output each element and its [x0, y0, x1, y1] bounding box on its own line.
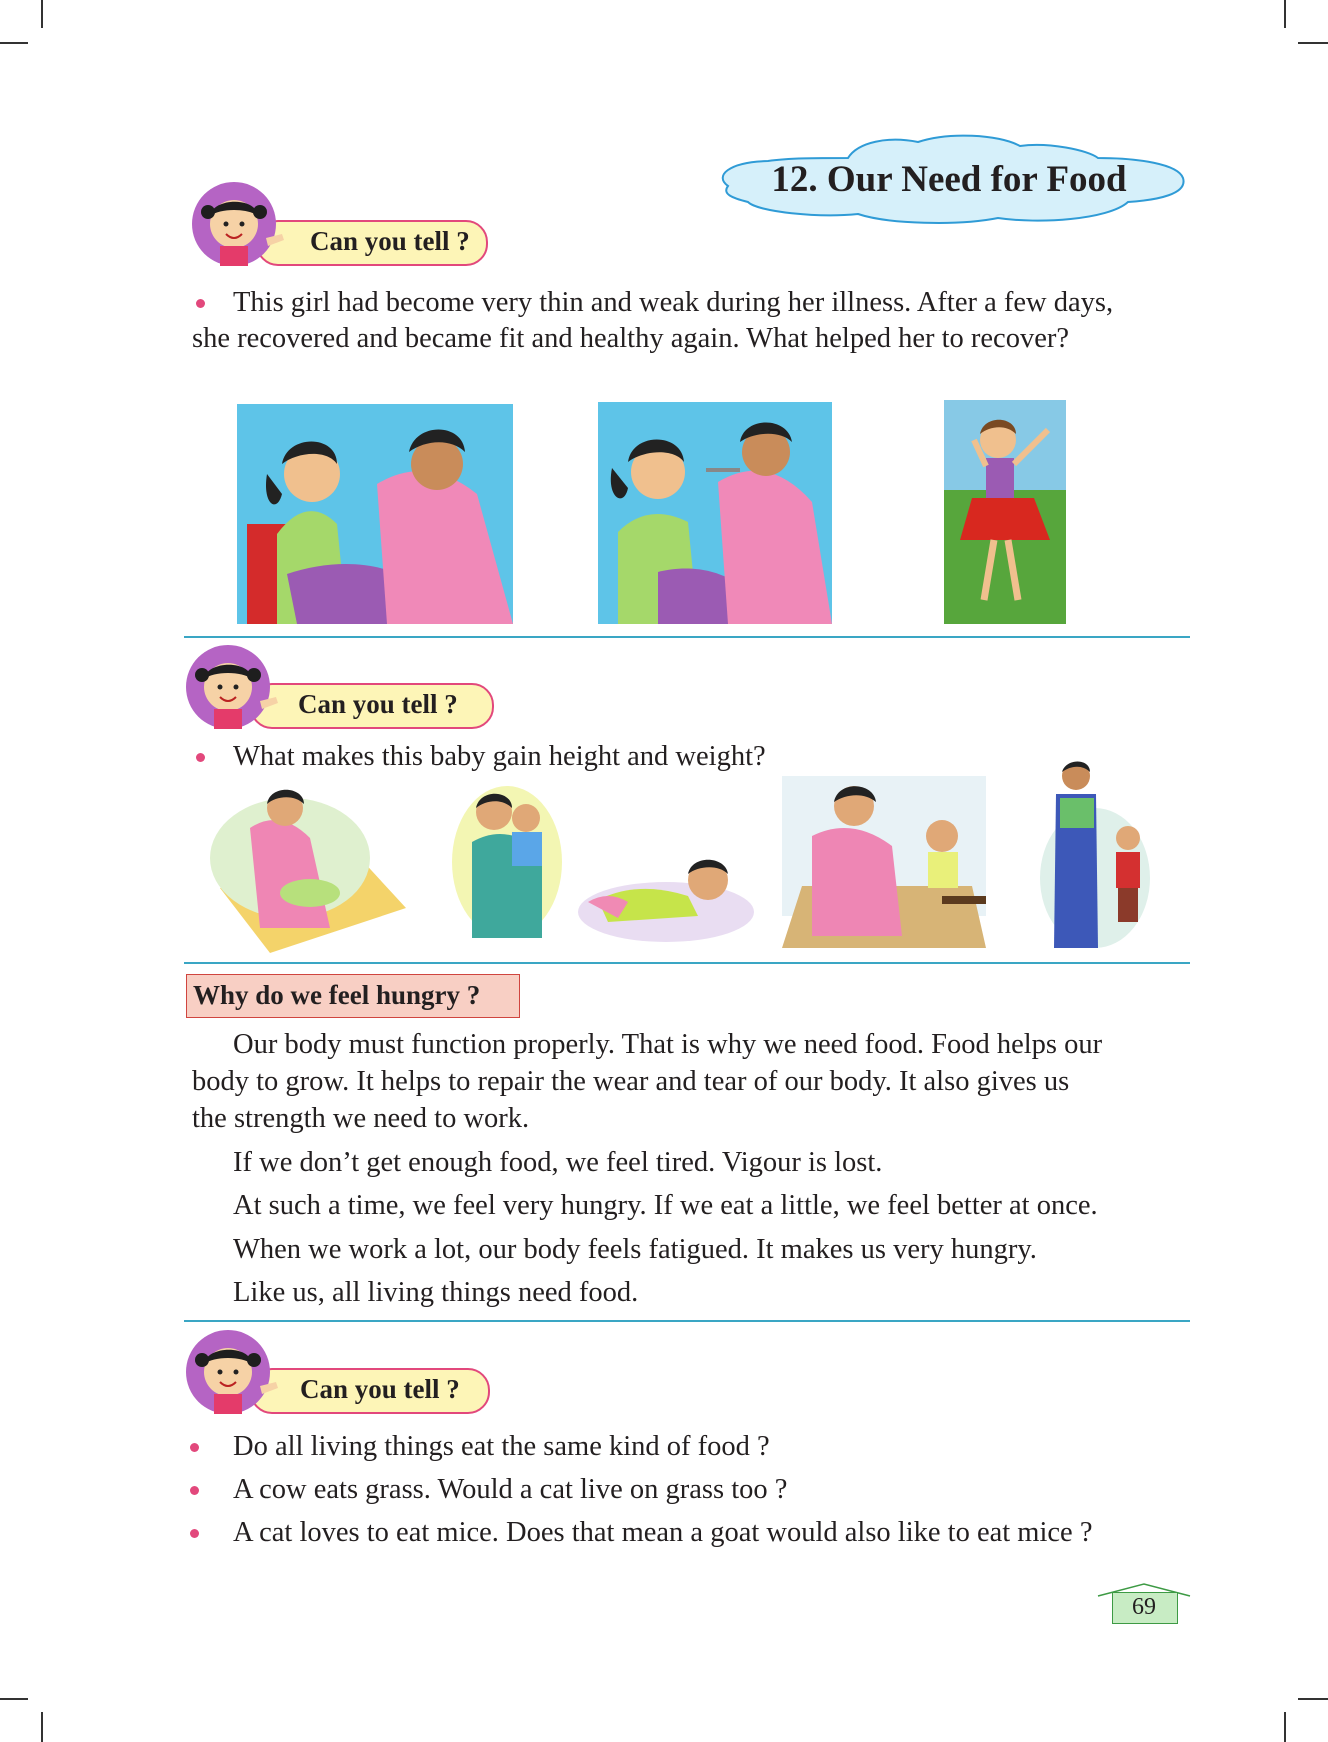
- bullet-icon: [196, 753, 205, 762]
- paragraph-line: Like us, all living things need food.: [233, 1277, 639, 1308]
- section1-question-line1: This girl had become very thin and weak during her illness. After a few days,: [233, 287, 1114, 318]
- crawling-baby-illustration: [578, 840, 754, 946]
- section-divider: [184, 1320, 1190, 1322]
- can-you-tell-badge-3: [180, 1330, 500, 1422]
- question-item: A cow eats grass. Would a cat live on grass too ?: [233, 1474, 788, 1505]
- badge-label: Can you tell ?: [300, 1374, 460, 1404]
- paragraph-line: When we work a lot, our body feels fatigued. It makes us very hungry.: [233, 1234, 1037, 1265]
- healthy-girl-dancing-illustration: [944, 400, 1066, 624]
- can-you-tell-badge-2: [180, 645, 500, 737]
- sick-girl-illustration: [237, 404, 513, 624]
- paragraph-line: the strength we need to work.: [192, 1103, 530, 1134]
- mother-with-infant-illustration: [210, 778, 406, 953]
- section2-question: What makes this baby gain height and weight?: [233, 741, 766, 772]
- bullet-icon: [190, 1486, 199, 1495]
- mother-and-boy-walking-illustration: [1040, 758, 1150, 948]
- girl-mascot-icon: [180, 645, 290, 737]
- mother-holding-baby-illustration: [452, 782, 562, 938]
- bullet-icon: [196, 299, 205, 308]
- girl-mascot-icon: [186, 182, 296, 274]
- girl-being-fed-illustration: [598, 402, 832, 624]
- paragraph-line: Our body must function properly. That is why we need food. Food helps our: [233, 1029, 1103, 1060]
- question-item: A cat loves to eat mice. Does that mean a goat would also like to eat mice ?: [233, 1517, 1093, 1548]
- mother-feeding-child-illustration: [782, 776, 986, 948]
- badge-label: Can you tell ?: [298, 689, 458, 719]
- paragraph-line: If we don’t get enough food, we feel tired. Vigour is lost.: [233, 1147, 883, 1178]
- chapter-title: 12. Our Need for Food: [771, 159, 1127, 200]
- section-divider: [184, 962, 1190, 964]
- paragraph-line: At such a time, we feel very hungry. If we eat a little, we feel better at once.: [233, 1190, 1098, 1221]
- section-heading: Why do we feel hungry ?: [193, 980, 481, 1010]
- section-divider: [184, 636, 1190, 638]
- bullet-icon: [190, 1529, 199, 1538]
- paragraph-line: body to grow. It helps to repair the wear and tear of our body. It also gives us: [192, 1066, 1070, 1097]
- section1-question-line2: she recovered and became fit and healthy again. What helped her to recover?: [192, 323, 1070, 354]
- bullet-icon: [190, 1443, 199, 1452]
- page-number: 69: [1132, 1594, 1156, 1620]
- can-you-tell-badge-1: [186, 182, 506, 274]
- question-item: Do all living things eat the same kind of food ?: [233, 1431, 770, 1462]
- badge-label: Can you tell ?: [310, 226, 470, 256]
- girl-mascot-icon: [180, 1330, 290, 1422]
